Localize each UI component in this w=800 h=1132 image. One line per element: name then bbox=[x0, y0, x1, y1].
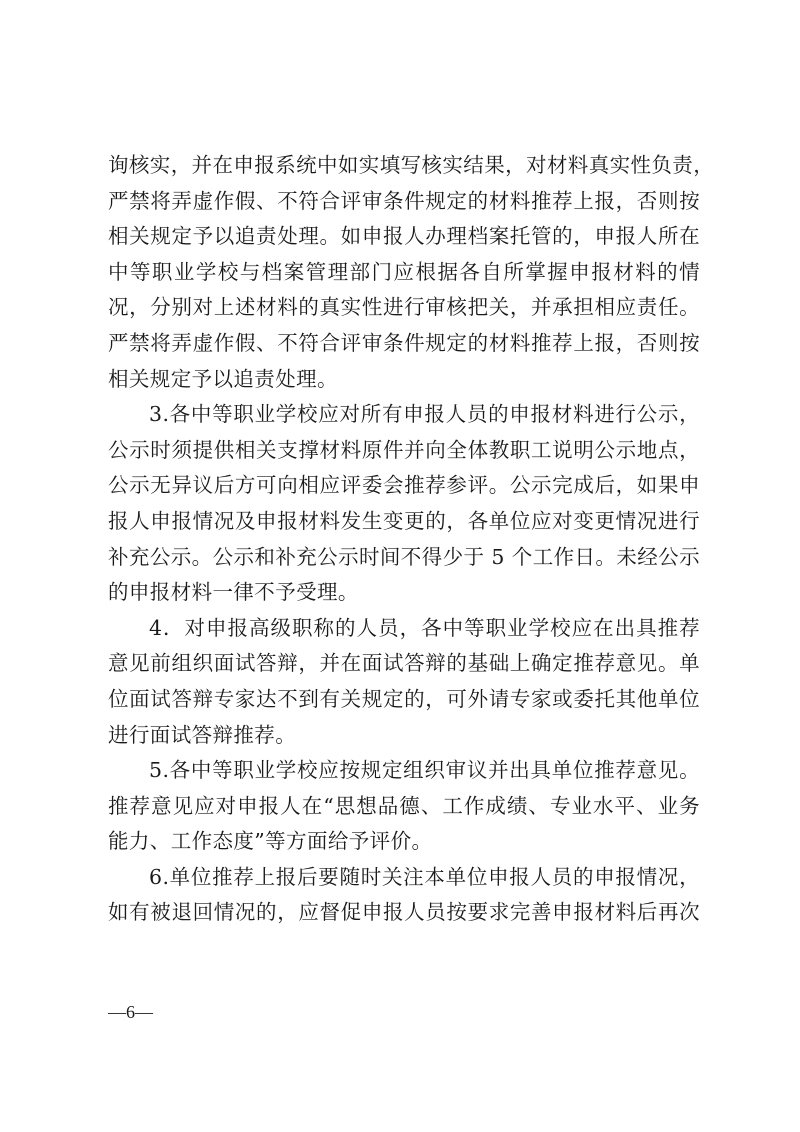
text-line: 严禁将弄虚作假、不符合评审条件规定的材料推荐上报，否则按 bbox=[108, 188, 700, 213]
text-line: 的申报材料一律不予受理。 bbox=[108, 580, 359, 605]
paragraph-5-first-line: 5.各中等职业学校应按规定组织审议并出具单位推荐意见。 bbox=[149, 758, 700, 783]
body-text bbox=[108, 148, 715, 931]
text-line: 公示时须提供相关支撑材料原件并向全体教职工说明公示地点， bbox=[108, 437, 700, 462]
text-line: 中等职业学校与档案管理部门应根据各自所掌握申报材料的情 bbox=[108, 259, 700, 284]
text-line: 况，分别对上述材料的真实性进行审核把关，并承担相应责任。 bbox=[108, 295, 700, 320]
text-line: 进行面试答辩推荐。 bbox=[108, 722, 297, 747]
text-line: 严禁将弄虚作假、不符合评审条件规定的材料推荐上报，否则按 bbox=[108, 330, 700, 355]
text-line: 如有被退回情况的，应督促申报人员按要求完善申报材料后再次 bbox=[108, 900, 700, 925]
paragraph-6-first-line: 6.单位推荐上报后要随时关注本单位申报人员的申报情况， bbox=[149, 864, 700, 889]
paragraph-4-first-line: 4．对申报高级职称的人员，各中等职业学校应在出具推荐 bbox=[149, 615, 700, 640]
text-line: 相关规定予以追责处理。 bbox=[108, 366, 338, 391]
page-number: —6— bbox=[108, 1002, 153, 1022]
text-line: 询核实，并在申报系统中如实填写核实结果，对材料真实性负责， bbox=[108, 153, 715, 177]
paragraph-3-first-line: 3.各中等职业学校应对所有申报人员的申报材料进行公示， bbox=[149, 402, 700, 427]
text-line: 意见前组织面试答辩，并在面试答辩的基础上确定推荐意见。单 bbox=[108, 651, 700, 676]
text-line: 位面试答辩专家达不到有关规定的，可外请专家或委托其他单位 bbox=[108, 686, 700, 711]
text-line: 补充公示。公示和补充公示时间不得少于 5 个工作日。未经公示 bbox=[108, 544, 700, 569]
text-line: 相关规定予以追责处理。如申报人办理档案托管的，申报人所在 bbox=[108, 224, 700, 249]
text-line: 推荐意见应对申报人在“思想品德、工作成绩、专业水平、业务 bbox=[108, 793, 700, 818]
text-line: 能力、工作态度”等方面给予评价。 bbox=[108, 829, 433, 854]
text-line: 公示无异议后方可向相应评委会推荐参评。公示完成后，如果申 bbox=[108, 473, 700, 498]
text-line: 报人申报情况及申报材料发生变更的，各单位应对变更情况进行 bbox=[108, 508, 700, 533]
